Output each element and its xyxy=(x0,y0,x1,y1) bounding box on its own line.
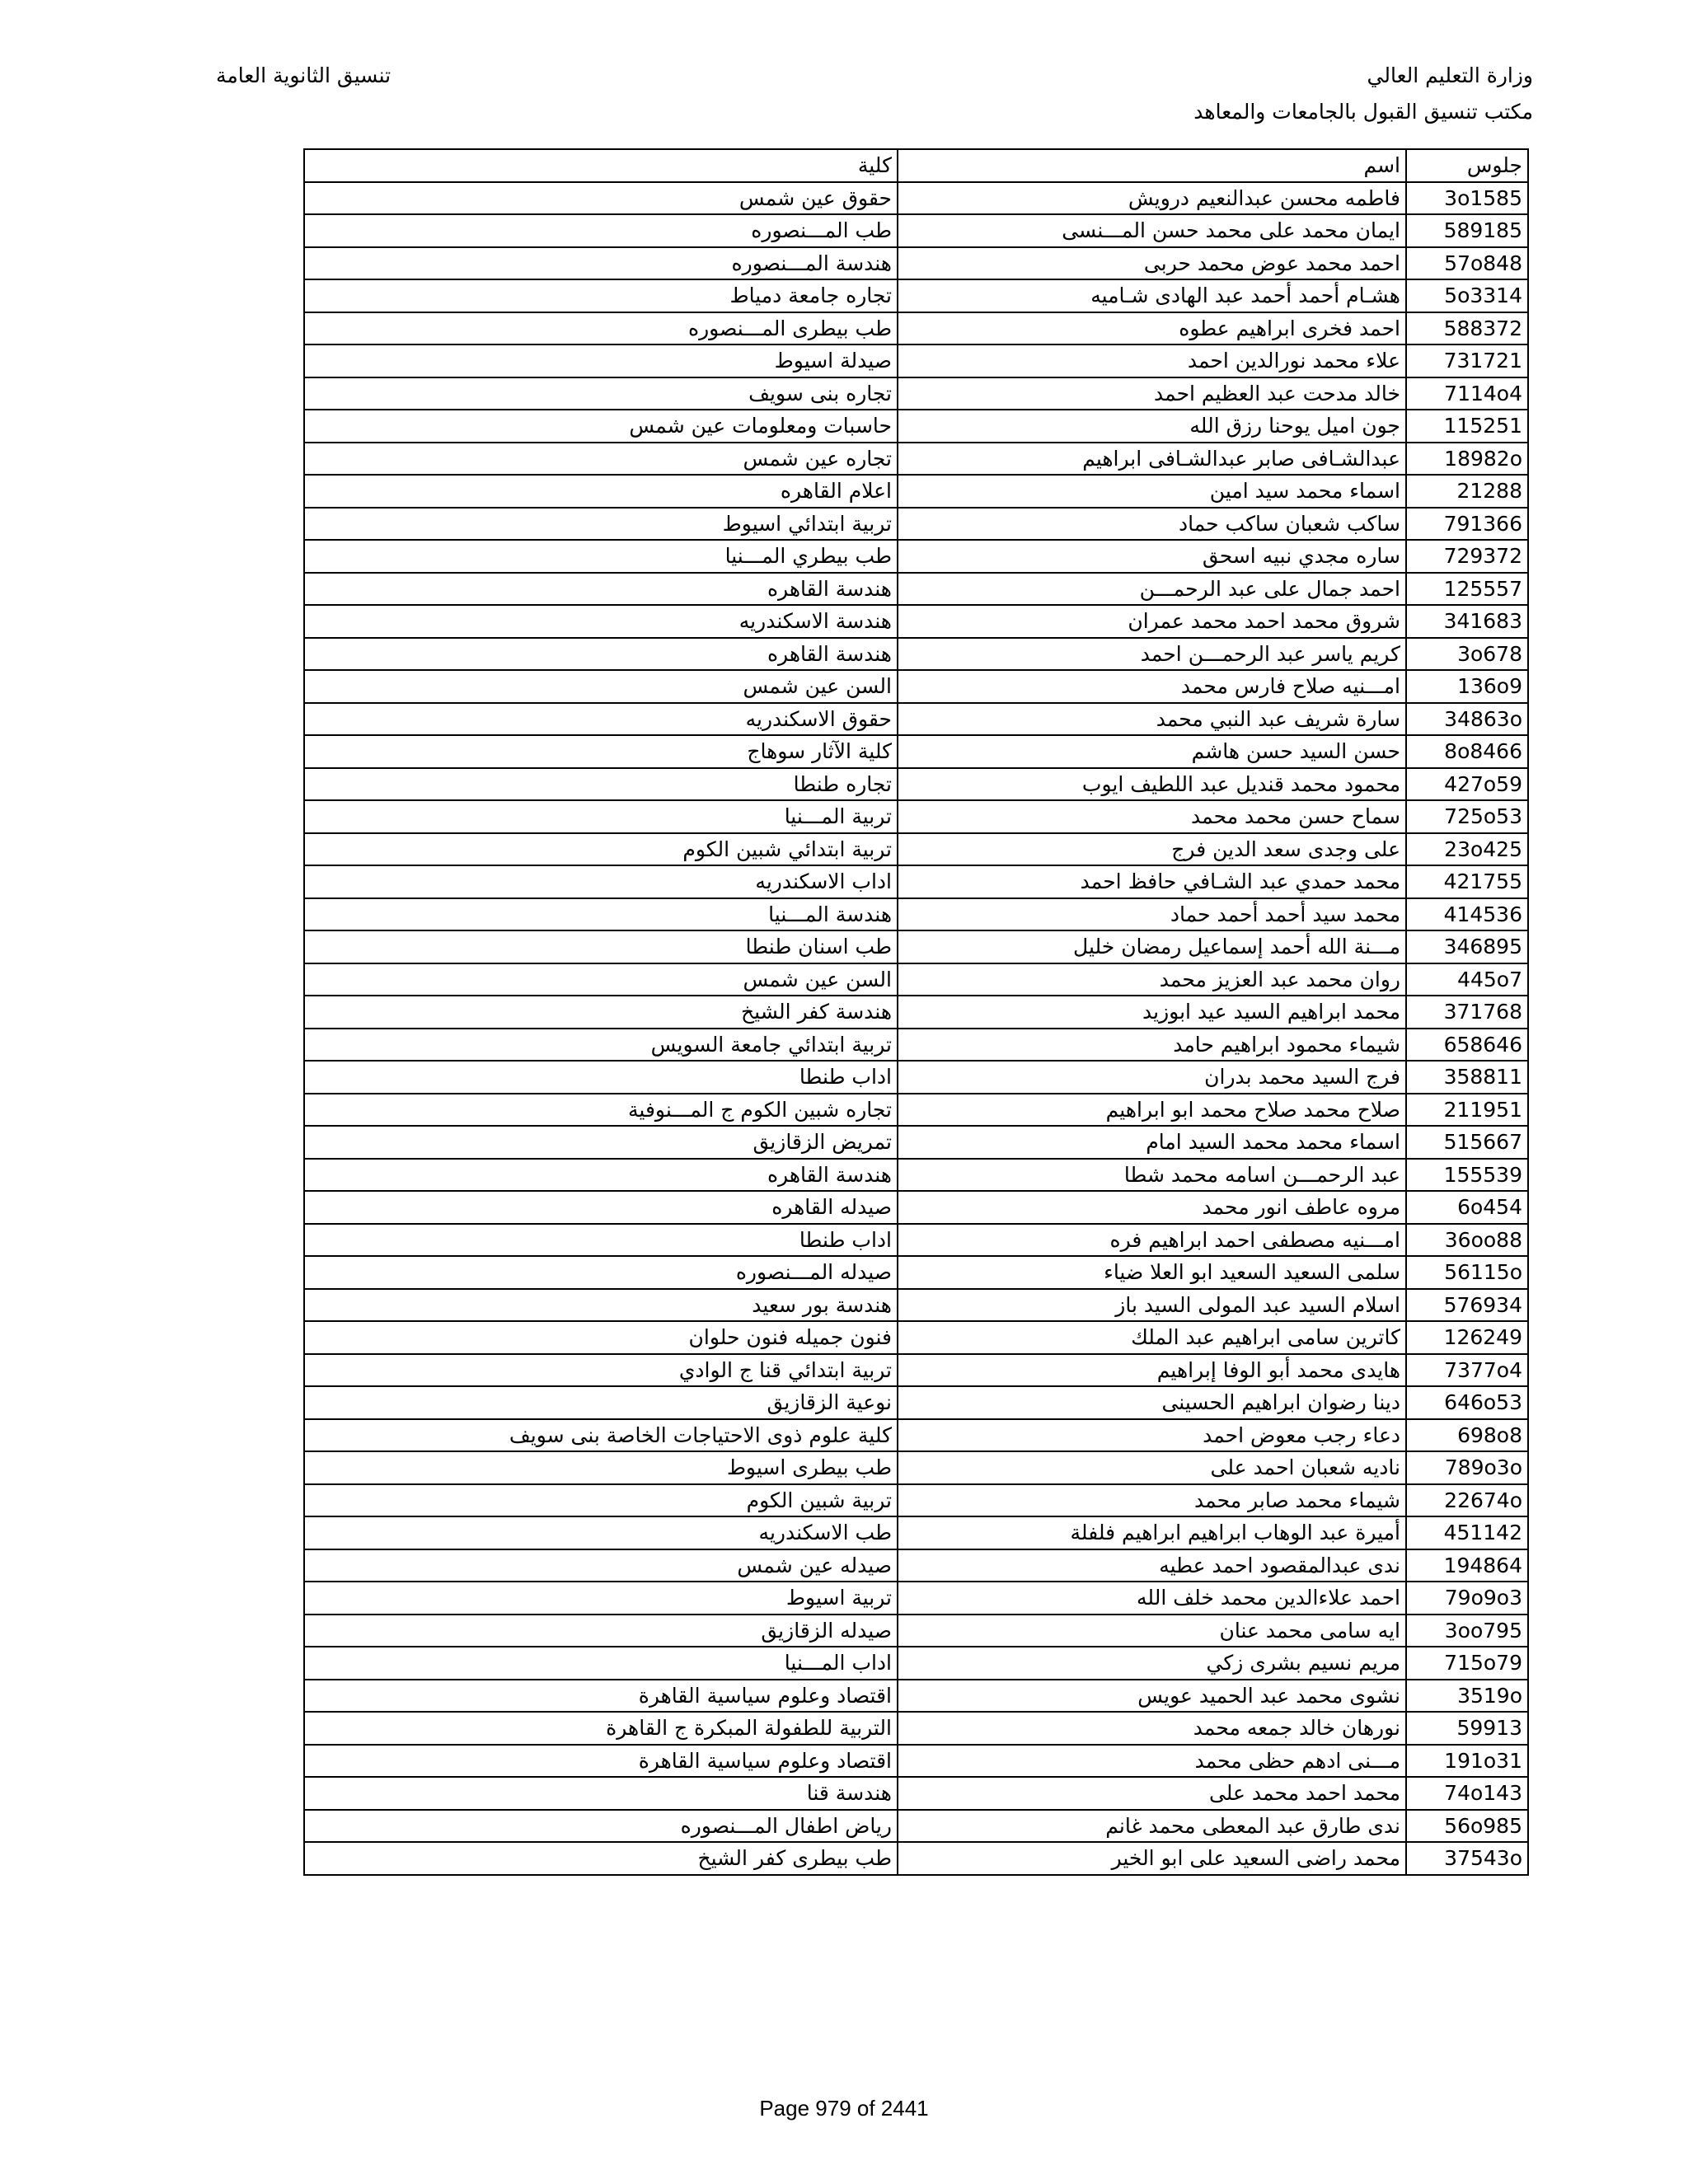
table-row xyxy=(304,1224,1528,1257)
faculty-cell: هندسة القاهره xyxy=(304,573,898,606)
faculty-cell: اداب طنطا xyxy=(304,1061,898,1094)
page-number: Page 979 of 2441 xyxy=(759,2096,929,2121)
table-row xyxy=(304,963,1528,996)
faculty-cell: كلية الآثار سوهاج xyxy=(304,735,898,768)
faculty-cell: طب المـــنصوره xyxy=(304,214,898,247)
faculty-cell: اداب المـــنيا xyxy=(304,1647,898,1680)
seat-number-cell: 658646 xyxy=(1406,1029,1528,1062)
faculty-cell: طب اسنان طنطا xyxy=(304,930,898,963)
seat-number-cell: 57o848 xyxy=(1406,247,1528,280)
seat-number-cell: 74o143 xyxy=(1406,1777,1528,1810)
faculty-cell: طب بيطري المـــنيا xyxy=(304,540,898,573)
seat-number-cell: 3519o xyxy=(1406,1680,1528,1713)
faculty-cell: طب بيطرى كفر الشيخ xyxy=(304,1842,898,1875)
seat-number-cell: 56o985 xyxy=(1406,1810,1528,1843)
faculty-cell: اقتصاد وعلوم سياسية القاهرة xyxy=(304,1680,898,1713)
ministry-header xyxy=(1193,58,1533,130)
table-row xyxy=(304,1256,1528,1289)
faculty-cell: طب الاسكندريه xyxy=(304,1516,898,1549)
faculty-cell: تربية ابتدائي جامعة السويس xyxy=(304,1029,898,1062)
student-name-cell: سلمى السعيد السعيد ابو العلا ضياء xyxy=(898,1256,1406,1289)
student-name-cell: ايمان محمد على محمد حسن المـــنسى xyxy=(898,214,1406,247)
table-row xyxy=(304,1582,1528,1615)
student-name-cell: عبد الرحمـــن اسامه محمد شطا xyxy=(898,1159,1406,1192)
table-row xyxy=(304,1647,1528,1680)
faculty-cell: تجاره بنى سويف xyxy=(304,377,898,410)
seat-number-cell: 194864 xyxy=(1406,1549,1528,1582)
table-row xyxy=(304,475,1528,508)
seat-number-cell: 3o678 xyxy=(1406,638,1528,671)
student-name-cell: جون اميل يوحنا رزق الله xyxy=(898,410,1406,443)
seat-number-cell: 341683 xyxy=(1406,605,1528,638)
student-name-cell: فرج السيد محمد بدران xyxy=(898,1061,1406,1094)
faculty-cell: صيدله القاهره xyxy=(304,1191,898,1224)
seat-number-cell: 23o425 xyxy=(1406,833,1528,866)
table-row xyxy=(304,247,1528,280)
student-name-cell: حسن السيد حسن هاشم xyxy=(898,735,1406,768)
seat-number-cell: 515667 xyxy=(1406,1126,1528,1159)
student-name-cell: ايه سامى محمد عنان xyxy=(898,1615,1406,1647)
seat-number-cell: 6o454 xyxy=(1406,1191,1528,1224)
table-row xyxy=(304,1126,1528,1159)
table-row xyxy=(304,1777,1528,1810)
seat-number-cell: 34863o xyxy=(1406,703,1528,736)
table-row xyxy=(304,1712,1528,1745)
table-row xyxy=(304,214,1528,247)
table-row xyxy=(304,1516,1528,1549)
column-header-faculty: كلية xyxy=(304,149,898,182)
faculty-cell: هندسة القاهره xyxy=(304,638,898,671)
student-name-cell: شيماء محمد صابر محمد xyxy=(898,1484,1406,1517)
student-name-cell: شيماء محمود ابراهيم حامد xyxy=(898,1029,1406,1062)
faculty-cell: تجاره شبين الكوم ج المـــنوفية xyxy=(304,1094,898,1127)
seat-number-cell: 725o53 xyxy=(1406,800,1528,833)
student-name-cell: هشـام أحمد أحمد عبد الهادى شـاميه xyxy=(898,279,1406,312)
table-row xyxy=(304,833,1528,866)
student-name-cell: شروق محمد احمد محمد عمران xyxy=(898,605,1406,638)
seat-number-cell: 646o53 xyxy=(1406,1386,1528,1419)
student-name-cell: مروه عاطف انور محمد xyxy=(898,1191,1406,1224)
student-name-cell: ناديه شعبان احمد على xyxy=(898,1451,1406,1484)
table-row xyxy=(304,1191,1528,1224)
seat-number-cell: 79o9o3 xyxy=(1406,1582,1528,1615)
faculty-cell: طب بيطرى المـــنصوره xyxy=(304,312,898,345)
student-name-cell: أميرة عبد الوهاب ابراهيم ابراهيم فلفلة xyxy=(898,1516,1406,1549)
student-name-cell: محمد احمد محمد على xyxy=(898,1777,1406,1810)
table-row xyxy=(304,605,1528,638)
table-row xyxy=(304,1680,1528,1713)
table-row xyxy=(304,930,1528,963)
seat-number-cell: 421755 xyxy=(1406,865,1528,898)
student-name-cell: علاء محمد نورالدين احمد xyxy=(898,344,1406,377)
faculty-cell: تربية المـــنيا xyxy=(304,800,898,833)
table-row xyxy=(304,410,1528,443)
faculty-cell: هندسة الاسكندريه xyxy=(304,605,898,638)
faculty-cell: فنون جميله فنون حلوان xyxy=(304,1321,898,1354)
seat-number-cell: 125557 xyxy=(1406,573,1528,606)
table-row xyxy=(304,898,1528,931)
table-row xyxy=(304,800,1528,833)
seat-number-cell: 451142 xyxy=(1406,1516,1528,1549)
student-name-cell: سماح حسن محمد محمد xyxy=(898,800,1406,833)
faculty-cell: حقوق الاسكندريه xyxy=(304,703,898,736)
seat-number-cell: 3o1585 xyxy=(1406,182,1528,215)
seat-number-cell: 56115o xyxy=(1406,1256,1528,1289)
seat-number-cell: 191o31 xyxy=(1406,1745,1528,1778)
faculty-cell: هندسة المـــنيا xyxy=(304,898,898,931)
student-name-cell: صلاح محمد صلاح محمد ابو ابراهيم xyxy=(898,1094,1406,1127)
seat-number-cell: 729372 xyxy=(1406,540,1528,573)
seat-number-cell: 346895 xyxy=(1406,930,1528,963)
faculty-cell: اداب طنطا xyxy=(304,1224,898,1257)
section-title: تنسيق الثانوية العامة xyxy=(216,63,392,87)
faculty-cell: كلية علوم ذوى الاحتياجات الخاصة بنى سويف xyxy=(304,1419,898,1452)
seat-number-cell: 22674o xyxy=(1406,1484,1528,1517)
student-name-cell: احمد علاءالدين محمد خلف الله xyxy=(898,1582,1406,1615)
student-name-cell: ندى طارق عبد المعطى محمد غانم xyxy=(898,1810,1406,1843)
table-row xyxy=(304,1289,1528,1322)
seat-number-cell: 371768 xyxy=(1406,996,1528,1029)
seat-number-cell: 414536 xyxy=(1406,898,1528,931)
student-name-cell: خالد مدحت عبد العظيم احمد xyxy=(898,377,1406,410)
seat-number-cell: 731721 xyxy=(1406,344,1528,377)
seat-number-cell: 7114o4 xyxy=(1406,377,1528,410)
table-row xyxy=(304,377,1528,410)
seat-number-cell: 136o9 xyxy=(1406,670,1528,703)
seat-number-cell: 445o7 xyxy=(1406,963,1528,996)
seat-number-cell: 789o3o xyxy=(1406,1451,1528,1484)
table-row xyxy=(304,1419,1528,1452)
admissions-table xyxy=(303,148,1529,1876)
student-name-cell: كريم ياسر عبد الرحمـــن احمد xyxy=(898,638,1406,671)
table-row xyxy=(304,1094,1528,1127)
table-row xyxy=(304,996,1528,1029)
student-name-cell: احمد فخرى ابراهيم عطوه xyxy=(898,312,1406,345)
student-name-cell: روان محمد عبد العزيز محمد xyxy=(898,963,1406,996)
faculty-cell: هندسة كفر الشيخ xyxy=(304,996,898,1029)
faculty-cell: تربية ابتدائي قنا ج الوادي xyxy=(304,1354,898,1387)
student-name-cell: اسماء محمد محمد السيد امام xyxy=(898,1126,1406,1159)
seat-number-cell: 588372 xyxy=(1406,312,1528,345)
table-row xyxy=(304,344,1528,377)
table-row xyxy=(304,279,1528,312)
table-row xyxy=(304,1321,1528,1354)
faculty-cell: صيدله عين شمس xyxy=(304,1549,898,1582)
faculty-cell: هندسة بور سعيد xyxy=(304,1289,898,1322)
table-row xyxy=(304,1159,1528,1192)
table-row xyxy=(304,703,1528,736)
faculty-cell: تربية ابتدائي اسيوط xyxy=(304,508,898,541)
table-row xyxy=(304,1745,1528,1778)
faculty-cell: السن عين شمس xyxy=(304,963,898,996)
student-name-cell: دينا رضوان ابراهيم الحسينى xyxy=(898,1386,1406,1419)
table-header-row xyxy=(304,149,1528,182)
table-row xyxy=(304,670,1528,703)
faculty-cell: حقوق عين شمس xyxy=(304,182,898,215)
faculty-cell: السن عين شمس xyxy=(304,670,898,703)
table-row xyxy=(304,1615,1528,1647)
student-name-cell: نشوى محمد عبد الحميد عويس xyxy=(898,1680,1406,1713)
office-title: مكتب تنسيق القبول بالجامعات والمعاهد xyxy=(1193,100,1533,124)
student-name-cell: ندى عبدالمقصود احمد عطيه xyxy=(898,1549,1406,1582)
student-name-cell: سارة شريف عبد النبي محمد xyxy=(898,703,1406,736)
seat-number-cell: 155539 xyxy=(1406,1159,1528,1192)
table-row xyxy=(304,508,1528,541)
faculty-cell: اعلام القاهره xyxy=(304,475,898,508)
seat-number-cell: 21288 xyxy=(1406,475,1528,508)
student-name-cell: محمد راضى السعيد على ابو الخير xyxy=(898,1842,1406,1875)
student-name-cell: ساره مجدي نبيه اسحق xyxy=(898,540,1406,573)
faculty-cell: صيدلة اسيوط xyxy=(304,344,898,377)
faculty-cell: تربية اسيوط xyxy=(304,1582,898,1615)
seat-number-cell: 37543o xyxy=(1406,1842,1528,1875)
table-row xyxy=(304,540,1528,573)
faculty-cell: رياض اطفال المـــنصوره xyxy=(304,1810,898,1843)
faculty-cell: تربية شبين الكوم xyxy=(304,1484,898,1517)
table-row xyxy=(304,638,1528,671)
faculty-cell: اداب الاسكندريه xyxy=(304,865,898,898)
student-name-cell: محمد سيد أحمد أحمد حماد xyxy=(898,898,1406,931)
student-name-cell: مـــنة الله أحمد إسماعيل رمضان خليل xyxy=(898,930,1406,963)
seat-number-cell: 36oo88 xyxy=(1406,1224,1528,1257)
faculty-cell: صيدله الزقازيق xyxy=(304,1615,898,1647)
student-name-cell: كاترين سامى ابراهيم عبد الملك xyxy=(898,1321,1406,1354)
table-row xyxy=(304,312,1528,345)
table-row xyxy=(304,1842,1528,1875)
faculty-cell: تربية ابتدائي شبين الكوم xyxy=(304,833,898,866)
table-row xyxy=(304,1029,1528,1062)
table-row xyxy=(304,1061,1528,1094)
faculty-cell: طب بيطرى اسيوط xyxy=(304,1451,898,1484)
seat-number-cell: 358811 xyxy=(1406,1061,1528,1094)
student-name-cell: احمد محمد عوض محمد حربى xyxy=(898,247,1406,280)
table-row xyxy=(304,1810,1528,1843)
seat-number-cell: 589185 xyxy=(1406,214,1528,247)
student-name-cell: على وجدى سعد الدين فرج xyxy=(898,833,1406,866)
seat-number-cell: 698o8 xyxy=(1406,1419,1528,1452)
admissions-table-body xyxy=(304,149,1528,1875)
seat-number-cell: 791366 xyxy=(1406,508,1528,541)
faculty-cell: تجاره طنطا xyxy=(304,768,898,801)
table-row xyxy=(304,865,1528,898)
table-row xyxy=(304,182,1528,215)
seat-number-cell: 7377o4 xyxy=(1406,1354,1528,1387)
faculty-cell: صيدله المـــنصوره xyxy=(304,1256,898,1289)
faculty-cell: حاسبات ومعلومات عين شمس xyxy=(304,410,898,443)
table-row xyxy=(304,1354,1528,1387)
student-name-cell: محمد ابراهيم السيد عيد ابوزيد xyxy=(898,996,1406,1029)
student-name-cell: هايدى محمد أبو الوفا إبراهيم xyxy=(898,1354,1406,1387)
student-name-cell: دعاء رجب معوض احمد xyxy=(898,1419,1406,1452)
student-name-cell: احمد جمال على عبد الرحمـــن xyxy=(898,573,1406,606)
faculty-cell: هندسة القاهره xyxy=(304,1159,898,1192)
seat-number-cell: 126249 xyxy=(1406,1321,1528,1354)
seat-number-cell: 8o8466 xyxy=(1406,735,1528,768)
student-name-cell: ساكب شعبان ساكب حماد xyxy=(898,508,1406,541)
student-name-cell: نورهان خالد جمعه محمد xyxy=(898,1712,1406,1745)
table-row xyxy=(304,1549,1528,1582)
seat-number-cell: 715o79 xyxy=(1406,1647,1528,1680)
seat-number-cell: 427o59 xyxy=(1406,768,1528,801)
student-name-cell: امـــنيه مصطفى احمد ابراهيم فره xyxy=(898,1224,1406,1257)
column-header-seat: جلوس xyxy=(1406,149,1528,182)
student-name-cell: مـــنى ادهم حظى محمد xyxy=(898,1745,1406,1778)
student-name-cell: عبدالشـافى صابر عبدالشـافى ابراهيم xyxy=(898,443,1406,476)
seat-number-cell: 115251 xyxy=(1406,410,1528,443)
table-row xyxy=(304,443,1528,476)
column-header-name: اسم xyxy=(898,149,1406,182)
faculty-cell: تجاره عين شمس xyxy=(304,443,898,476)
faculty-cell: هندسة المـــنصوره xyxy=(304,247,898,280)
seat-number-cell: 211951 xyxy=(1406,1094,1528,1127)
ministry-title: وزارة التعليم العالي xyxy=(1367,63,1533,87)
table-row xyxy=(304,1386,1528,1419)
seat-number-cell: 3oo795 xyxy=(1406,1615,1528,1647)
student-name-cell: اسلام السيد عبد المولى السيد باز xyxy=(898,1289,1406,1322)
faculty-cell: تمريض الزقازيق xyxy=(304,1126,898,1159)
faculty-cell: تجاره جامعة دمياط xyxy=(304,279,898,312)
student-name-cell: امـــنيه صلاح فارس محمد xyxy=(898,670,1406,703)
seat-number-cell: 5o3314 xyxy=(1406,279,1528,312)
faculty-cell: التربية للطفولة المبكرة ج القاهرة xyxy=(304,1712,898,1745)
table-row xyxy=(304,1451,1528,1484)
table-row xyxy=(304,735,1528,768)
seat-number-cell: 576934 xyxy=(1406,1289,1528,1322)
seat-number-cell: 59913 xyxy=(1406,1712,1528,1745)
faculty-cell: اقتصاد وعلوم سياسية القاهرة xyxy=(304,1745,898,1778)
student-name-cell: محمود محمد قنديل عبد اللطيف ايوب xyxy=(898,768,1406,801)
table-row xyxy=(304,1484,1528,1517)
student-name-cell: محمد حمدي عبد الشـافي حافظ احمد xyxy=(898,865,1406,898)
student-name-cell: فاطمه محسن عبدالنعيم درويش xyxy=(898,182,1406,215)
faculty-cell: نوعية الزقازيق xyxy=(304,1386,898,1419)
student-name-cell: مريم نسيم بشرى زكي xyxy=(898,1647,1406,1680)
table-row xyxy=(304,768,1528,801)
table-row xyxy=(304,573,1528,606)
seat-number-cell: 18982o xyxy=(1406,443,1528,476)
student-name-cell: اسماء محمد سيد امين xyxy=(898,475,1406,508)
faculty-cell: هندسة قنا xyxy=(304,1777,898,1810)
